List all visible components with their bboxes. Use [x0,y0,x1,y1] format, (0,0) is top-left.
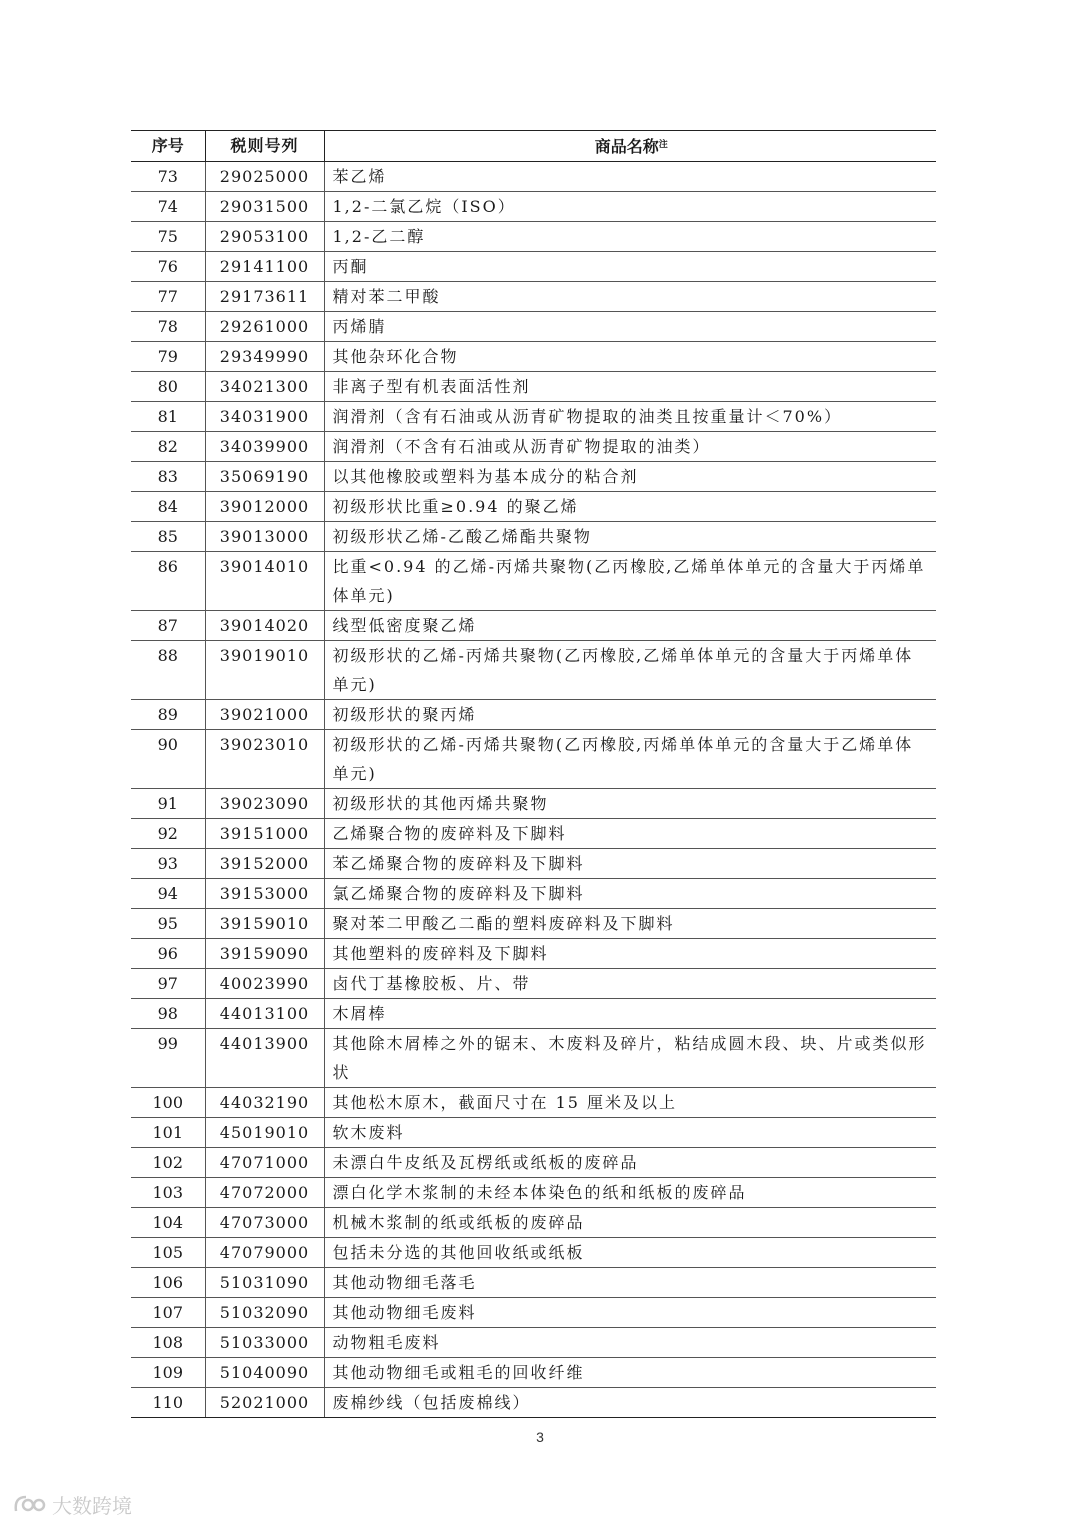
row-tariff-code: 40023990 [205,969,324,999]
table-row [131,1178,936,1208]
row-tariff-code: 39159090 [205,939,324,969]
table-row [131,730,936,789]
table-header-row [131,131,936,162]
row-seq: 109 [131,1358,205,1388]
header-commodity-name [324,131,936,162]
row-tariff-code: 39159010 [205,909,324,939]
row-commodity-name: 比重<0.94 的乙烯-丙烯共聚物(乙丙橡胶,乙烯单体单元的含量大于丙烯单体单元) [324,552,936,611]
row-tariff-code: 47073000 [205,1208,324,1238]
table-row [131,1358,936,1388]
row-commodity-name: 聚对苯二甲酸乙二酯的塑料废碎料及下脚料 [324,909,936,939]
row-commodity-name: 初级形状的聚丙烯 [324,700,936,730]
row-commodity-name: 其他杂环化合物 [324,342,936,372]
row-tariff-code: 44013100 [205,999,324,1029]
table-row [131,1029,936,1088]
row-tariff-code: 29053100 [205,222,324,252]
row-seq: 78 [131,312,205,342]
header-seq: 序号 [131,131,205,162]
row-seq: 100 [131,1088,205,1118]
row-commodity-name: 1,2-二氯乙烷（ISO） [324,192,936,222]
row-tariff-code: 39023090 [205,789,324,819]
row-tariff-code: 45019010 [205,1118,324,1148]
row-commodity-name: 初级形状乙烯-乙酸乙烯酯共聚物 [324,522,936,552]
row-commodity-name: 以其他橡胶或塑料为基本成分的粘合剂 [324,462,936,492]
row-commodity-name: 初级形状的乙烯-丙烯共聚物(乙丙橡胶,丙烯单体单元的含量大于乙烯单体单元) [324,730,936,789]
row-seq: 79 [131,342,205,372]
header-note-mark: 注 [658,140,668,150]
row-tariff-code: 39153000 [205,879,324,909]
row-seq: 89 [131,700,205,730]
row-commodity-name: 其他塑料的废碎料及下脚料 [324,939,936,969]
table-row [131,492,936,522]
row-seq: 74 [131,192,205,222]
row-commodity-name: 乙烯聚合物的废碎料及下脚料 [324,819,936,849]
row-seq: 84 [131,492,205,522]
commodity-table [131,130,936,1418]
row-commodity-name: 丙烯腈 [324,312,936,342]
logo-icon [12,1493,46,1515]
row-commodity-name: 初级形状的乙烯-丙烯共聚物(乙丙橡胶,乙烯单体单元的含量大于丙烯单体单元) [324,641,936,700]
row-commodity-name: 润滑剂（不含有石油或从沥青矿物提取的油类） [324,432,936,462]
table-row [131,1118,936,1148]
table-row [131,700,936,730]
table-row [131,1268,936,1298]
row-commodity-name: 初级形状的其他丙烯共聚物 [324,789,936,819]
row-tariff-code: 34021300 [205,372,324,402]
row-commodity-name: 漂白化学木浆制的未经本体染色的纸和纸板的废碎品 [324,1178,936,1208]
row-tariff-code: 47072000 [205,1178,324,1208]
row-seq: 90 [131,730,205,789]
table-row [131,312,936,342]
row-commodity-name: 其他除木屑棒之外的锯末、木废料及碎片，粘结成圆木段、块、片或类似形状 [324,1029,936,1088]
row-tariff-code: 51032090 [205,1298,324,1328]
row-commodity-name: 精对苯二甲酸 [324,282,936,312]
table-row [131,372,936,402]
watermark-text: 大数跨境 [52,1493,132,1518]
table-row [131,282,936,312]
row-commodity-name: 润滑剂（含有石油或从沥青矿物提取的油类且按重量计＜70%） [324,402,936,432]
row-tariff-code: 51031090 [205,1268,324,1298]
row-tariff-code: 51033000 [205,1328,324,1358]
table-row [131,611,936,641]
header-tariff-code: 税则号列 [205,131,324,162]
row-commodity-name: 软木废料 [324,1118,936,1148]
row-seq: 81 [131,402,205,432]
row-tariff-code: 29025000 [205,162,324,192]
row-tariff-code: 39012000 [205,492,324,522]
table-row [131,789,936,819]
row-commodity-name: 包括未分选的其他回收纸或纸板 [324,1238,936,1268]
row-seq: 82 [131,432,205,462]
row-commodity-name: 其他松木原木，截面尺寸在 15 厘米及以上 [324,1088,936,1118]
row-tariff-code: 44032190 [205,1088,324,1118]
row-commodity-name: 动物粗毛废料 [324,1328,936,1358]
row-seq: 99 [131,1029,205,1088]
table-row [131,641,936,700]
row-commodity-name: 未漂白牛皮纸及瓦楞纸或纸板的废碎品 [324,1148,936,1178]
table-row [131,252,936,282]
table-row [131,999,936,1029]
row-seq: 98 [131,999,205,1029]
row-seq: 102 [131,1148,205,1178]
row-seq: 96 [131,939,205,969]
table-row [131,342,936,372]
header-commodity-name-label: 商品名称 [594,137,659,156]
commodity-table-container [131,130,936,1418]
table-row [131,969,936,999]
row-commodity-name: 机械木浆制的纸或纸板的废碎品 [324,1208,936,1238]
row-commodity-name: 废棉纱线（包括废棉线） [324,1388,936,1418]
row-seq: 83 [131,462,205,492]
row-seq: 93 [131,849,205,879]
row-seq: 86 [131,552,205,611]
row-seq: 101 [131,1118,205,1148]
row-commodity-name: 1,2-乙二醇 [324,222,936,252]
row-tariff-code: 29031500 [205,192,324,222]
row-tariff-code: 39021000 [205,700,324,730]
row-commodity-name: 苯乙烯 [324,162,936,192]
row-tariff-code: 29173611 [205,282,324,312]
table-row [131,1298,936,1328]
table-row [131,849,936,879]
table-row [131,939,936,969]
row-tariff-code: 47071000 [205,1148,324,1178]
row-seq: 85 [131,522,205,552]
row-seq: 103 [131,1178,205,1208]
row-tariff-code: 39151000 [205,819,324,849]
table-row [131,1088,936,1118]
row-tariff-code: 39019010 [205,641,324,700]
row-seq: 87 [131,611,205,641]
row-tariff-code: 39023010 [205,730,324,789]
table-row [131,1208,936,1238]
row-commodity-name: 木屑棒 [324,999,936,1029]
table-row [131,1388,936,1418]
row-seq: 92 [131,819,205,849]
table-row [131,432,936,462]
page-number: 3 [536,1429,544,1445]
table-row [131,1328,936,1358]
table-row [131,222,936,252]
row-seq: 91 [131,789,205,819]
row-commodity-name: 苯乙烯聚合物的废碎料及下脚料 [324,849,936,879]
row-tariff-code: 39013000 [205,522,324,552]
table-row [131,1148,936,1178]
row-seq: 107 [131,1298,205,1328]
row-commodity-name: 线型低密度聚乙烯 [324,611,936,641]
table-row [131,162,936,192]
row-seq: 77 [131,282,205,312]
row-seq: 88 [131,641,205,700]
row-seq: 76 [131,252,205,282]
table-row [131,462,936,492]
row-seq: 95 [131,909,205,939]
row-tariff-code: 34031900 [205,402,324,432]
row-seq: 73 [131,162,205,192]
table-row [131,552,936,611]
row-commodity-name: 其他动物细毛或粗毛的回收纤维 [324,1358,936,1388]
row-tariff-code: 29141100 [205,252,324,282]
row-commodity-name: 氯乙烯聚合物的废碎料及下脚料 [324,879,936,909]
row-tariff-code: 39152000 [205,849,324,879]
table-row [131,879,936,909]
row-tariff-code: 29349990 [205,342,324,372]
table-row [131,402,936,432]
row-tariff-code: 39014010 [205,552,324,611]
row-commodity-name: 卤代丁基橡胶板、片、带 [324,969,936,999]
row-tariff-code: 44013900 [205,1029,324,1088]
row-tariff-code: 35069190 [205,462,324,492]
row-seq: 105 [131,1238,205,1268]
table-row [131,522,936,552]
table-row [131,192,936,222]
table-row [131,819,936,849]
table-row [131,909,936,939]
table-row [131,1238,936,1268]
row-commodity-name: 其他动物细毛废料 [324,1298,936,1328]
row-commodity-name: 其他动物细毛落毛 [324,1268,936,1298]
row-seq: 108 [131,1328,205,1358]
row-tariff-code: 51040090 [205,1358,324,1388]
row-tariff-code: 34039900 [205,432,324,462]
row-seq: 104 [131,1208,205,1238]
row-commodity-name: 丙酮 [324,252,936,282]
row-seq: 94 [131,879,205,909]
row-seq: 106 [131,1268,205,1298]
row-seq: 97 [131,969,205,999]
watermark [12,1490,132,1518]
row-tariff-code: 29261000 [205,312,324,342]
row-seq: 80 [131,372,205,402]
row-tariff-code: 47079000 [205,1238,324,1268]
row-commodity-name: 初级形状比重≥0.94 的聚乙烯 [324,492,936,522]
row-commodity-name: 非离子型有机表面活性剂 [324,372,936,402]
row-tariff-code: 52021000 [205,1388,324,1418]
row-tariff-code: 39014020 [205,611,324,641]
row-seq: 110 [131,1388,205,1418]
row-seq: 75 [131,222,205,252]
